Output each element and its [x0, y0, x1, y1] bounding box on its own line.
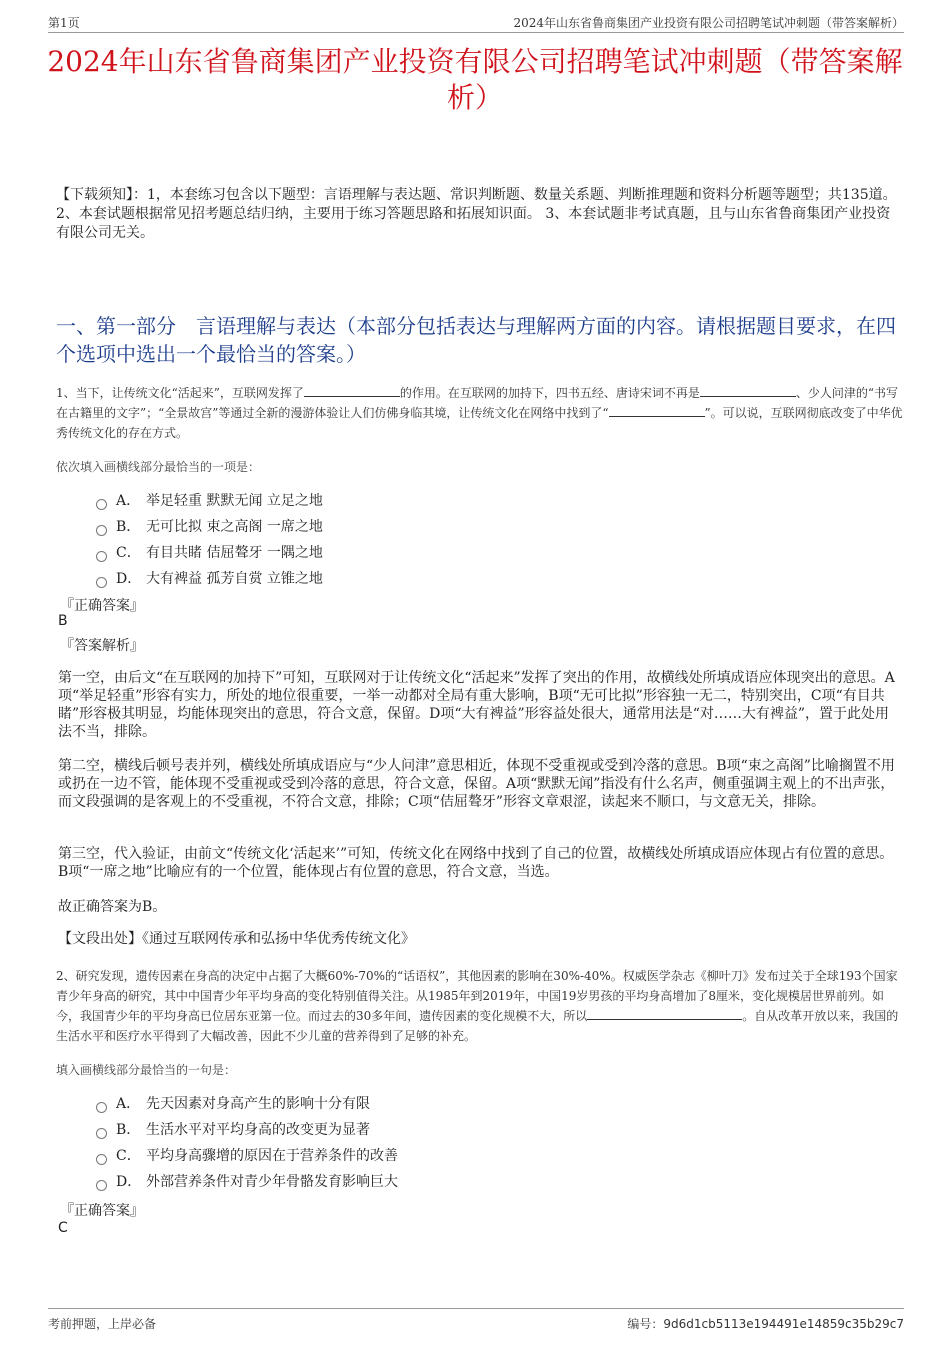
q1-source: 【文段出处】《通过互联网传承和弘扬中华优秀传统文化》	[58, 931, 415, 947]
radio-icon[interactable]	[96, 1102, 107, 1113]
radio-icon[interactable]	[96, 551, 107, 562]
q2-text-1: 2、研究发现，遗传因素在身高的决定中占据了大概60%-70%的“话语权”，其他因素的影响在30%-40%。权威医学杂志《柳叶刀》发布过关于全球193个国家青少年身高的研究，其中中国青少年平均身高的变化特别值得关注。从1985年到2019年，中国19岁男孩的平均身高增加了8厘米，变化规模居世界前列。如今，我国青少年的平均身高已位居东亚第一位。而过去的30多年间，遗传因素的变化规模不大，所以	[56, 969, 898, 1023]
q1-answer-label: 『正确答案』	[60, 598, 144, 614]
q1-analysis-paragraph: 第三空，代入验证，由前文“传统文化‘活起来’”可知，传统文化在网络中找到了自己的位置，故横线处所填成语应体现占有位置的意思。B项“一席之地”比喻应有的一个位置，能体现占有位置的意思，符合文意，当选。	[58, 846, 894, 880]
q1-answer: B	[58, 613, 68, 629]
q2-answer: C	[58, 1220, 68, 1236]
q2-option-b[interactable]: B． 生活水平对平均身高的改变更为显著	[96, 1117, 398, 1143]
radio-icon[interactable]	[96, 499, 107, 510]
q2-text-2: 。自从改革开放以来，我国的生活水平和医疗水平得到了大幅改善，因此不少儿童的营养得到了足够的补充。	[56, 1009, 899, 1043]
section-heading: 一、第一部分 言语理解与表达（本部分包括表达与理解两方面的内容。请根据题目要求，在四个选项中选出一个最恰当的答案。）	[56, 314, 896, 366]
radio-icon[interactable]	[96, 577, 107, 588]
footer-id: 编号：9d6d1cb5113e194491e14859c35b29c7	[627, 1317, 904, 1331]
q1-text-4: ”。可以说，互联网彻底改变了中华优秀传统文化的存在方式。	[56, 406, 903, 440]
q1-text-3: 、少人问津的“书写在古籍里的文字”；“全景故宫”等通过全新的漫游体验让人们仿佛身临其境，让传统文化在网络中找到了“	[56, 386, 899, 420]
q1-analysis-paragraph: 第二空，横线后顿号表并列，横线处所填成语应与“少人问津”意思相近，体现不受重视或受到冷落的意思。B项“束之高阁”比喻搁置不用或扔在一边不管，能体现不受重视或受到冷落的意思，符合文意，保留。A项“默默无闻”指没有什么名声，侧重强调主观上的不出声张，而文段强调的是客观上的不受重视，不符合文意，排除；C项“佶屈聱牙”形容文章艰涩，读起来不顺口，与文意无关，排除。	[58, 758, 895, 810]
q1-option-b[interactable]: B． 无可比拟 束之高阁 一席之地	[96, 514, 323, 540]
fill-blank	[700, 384, 796, 397]
q2-answer-label: 『正确答案』	[60, 1203, 144, 1219]
q2-options	[96, 1091, 398, 1195]
fill-blank	[304, 384, 400, 397]
q2-prompt: 填入画横线部分最恰当的一句是：	[56, 1063, 237, 1077]
radio-icon[interactable]	[96, 1128, 107, 1139]
q1-analysis-paragraph: 第一空，由后文“在互联网的加持下”可知，互联网对于让传统文化“活起来”发挥了突出的作用，故横线处所填成语应体现突出的意思。A项“举足轻重”形容有实力，所处的地位很重要，一举一动都对全局有重大影响，B项“无可比拟”形容独一无二，特别突出，C项“有目共睹”形容极其明显，均能体现突出的意思，符合文意，保留。D项“大有裨益”形容益处很大，通常用法是“对……大有裨益”，置于此处用法不当，排除。	[58, 670, 895, 740]
page-header	[48, 14, 904, 33]
header-doc-title: 2024年山东省鲁商集团产业投资有限公司招聘笔试冲刺题（带答案解析）	[513, 16, 904, 30]
page-number: 第1页	[48, 16, 80, 30]
q2-option-d[interactable]: D． 外部营养条件对青少年骨骼发育影响巨大	[96, 1169, 398, 1195]
question-1-stem	[56, 383, 904, 443]
q1-option-c[interactable]: C． 有目共睹 佶屈聱牙 一隅之地	[96, 540, 323, 566]
question-2-stem	[56, 966, 904, 1046]
q2-option-a[interactable]: A． 先天因素对身高产生的影响十分有限	[96, 1091, 398, 1117]
q1-option-d[interactable]: D． 大有裨益 孤芳自赏 立锥之地	[96, 566, 323, 592]
document-title: 2024年山东省鲁商集团产业投资有限公司招聘笔试冲刺题（带答案解析）	[47, 45, 903, 114]
q2-option-c[interactable]: C． 平均身高骤增的原因在于营养条件的改善	[96, 1143, 398, 1169]
q1-conclusion: 故正确答案为B。	[58, 899, 167, 915]
q1-text-1: 1、当下，让传统文化“活起来”，互联网发挥了	[56, 386, 304, 400]
fill-blank	[609, 404, 705, 417]
radio-icon[interactable]	[96, 1154, 107, 1165]
fill-blank	[587, 1007, 742, 1020]
footer-code: 9d6d1cb5113e194491e14859c35b29c7	[663, 1317, 904, 1331]
radio-icon[interactable]	[96, 525, 107, 536]
download-notice: 【下载须知】：1，本套练习包含以下题型：言语理解与表达题、常识判断题、数量关系题、判断推理题和资料分析题等题型；共135道。 2、本套试题根据常见招考题总结归纳，主要用于练习答题思路和拓展知识面。 3、本套试题非考试真题，且与山东省鲁商集团产业投资有限公司无关。	[56, 187, 897, 241]
radio-icon[interactable]	[96, 1180, 107, 1191]
page-footer	[48, 1308, 904, 1329]
q1-text-2: 的作用。在互联网的加持下，四书五经、唐诗宋词不再是	[399, 386, 700, 400]
q1-analysis-label: 『答案解析』	[60, 638, 144, 654]
q1-option-a[interactable]: A． 举足轻重 默默无闻 立足之地	[96, 488, 323, 514]
q1-options	[96, 488, 323, 592]
footer-slogan: 考前押题，上岸必备	[48, 1317, 157, 1331]
q1-prompt: 依次填入画横线部分最恰当的一项是：	[56, 460, 261, 474]
